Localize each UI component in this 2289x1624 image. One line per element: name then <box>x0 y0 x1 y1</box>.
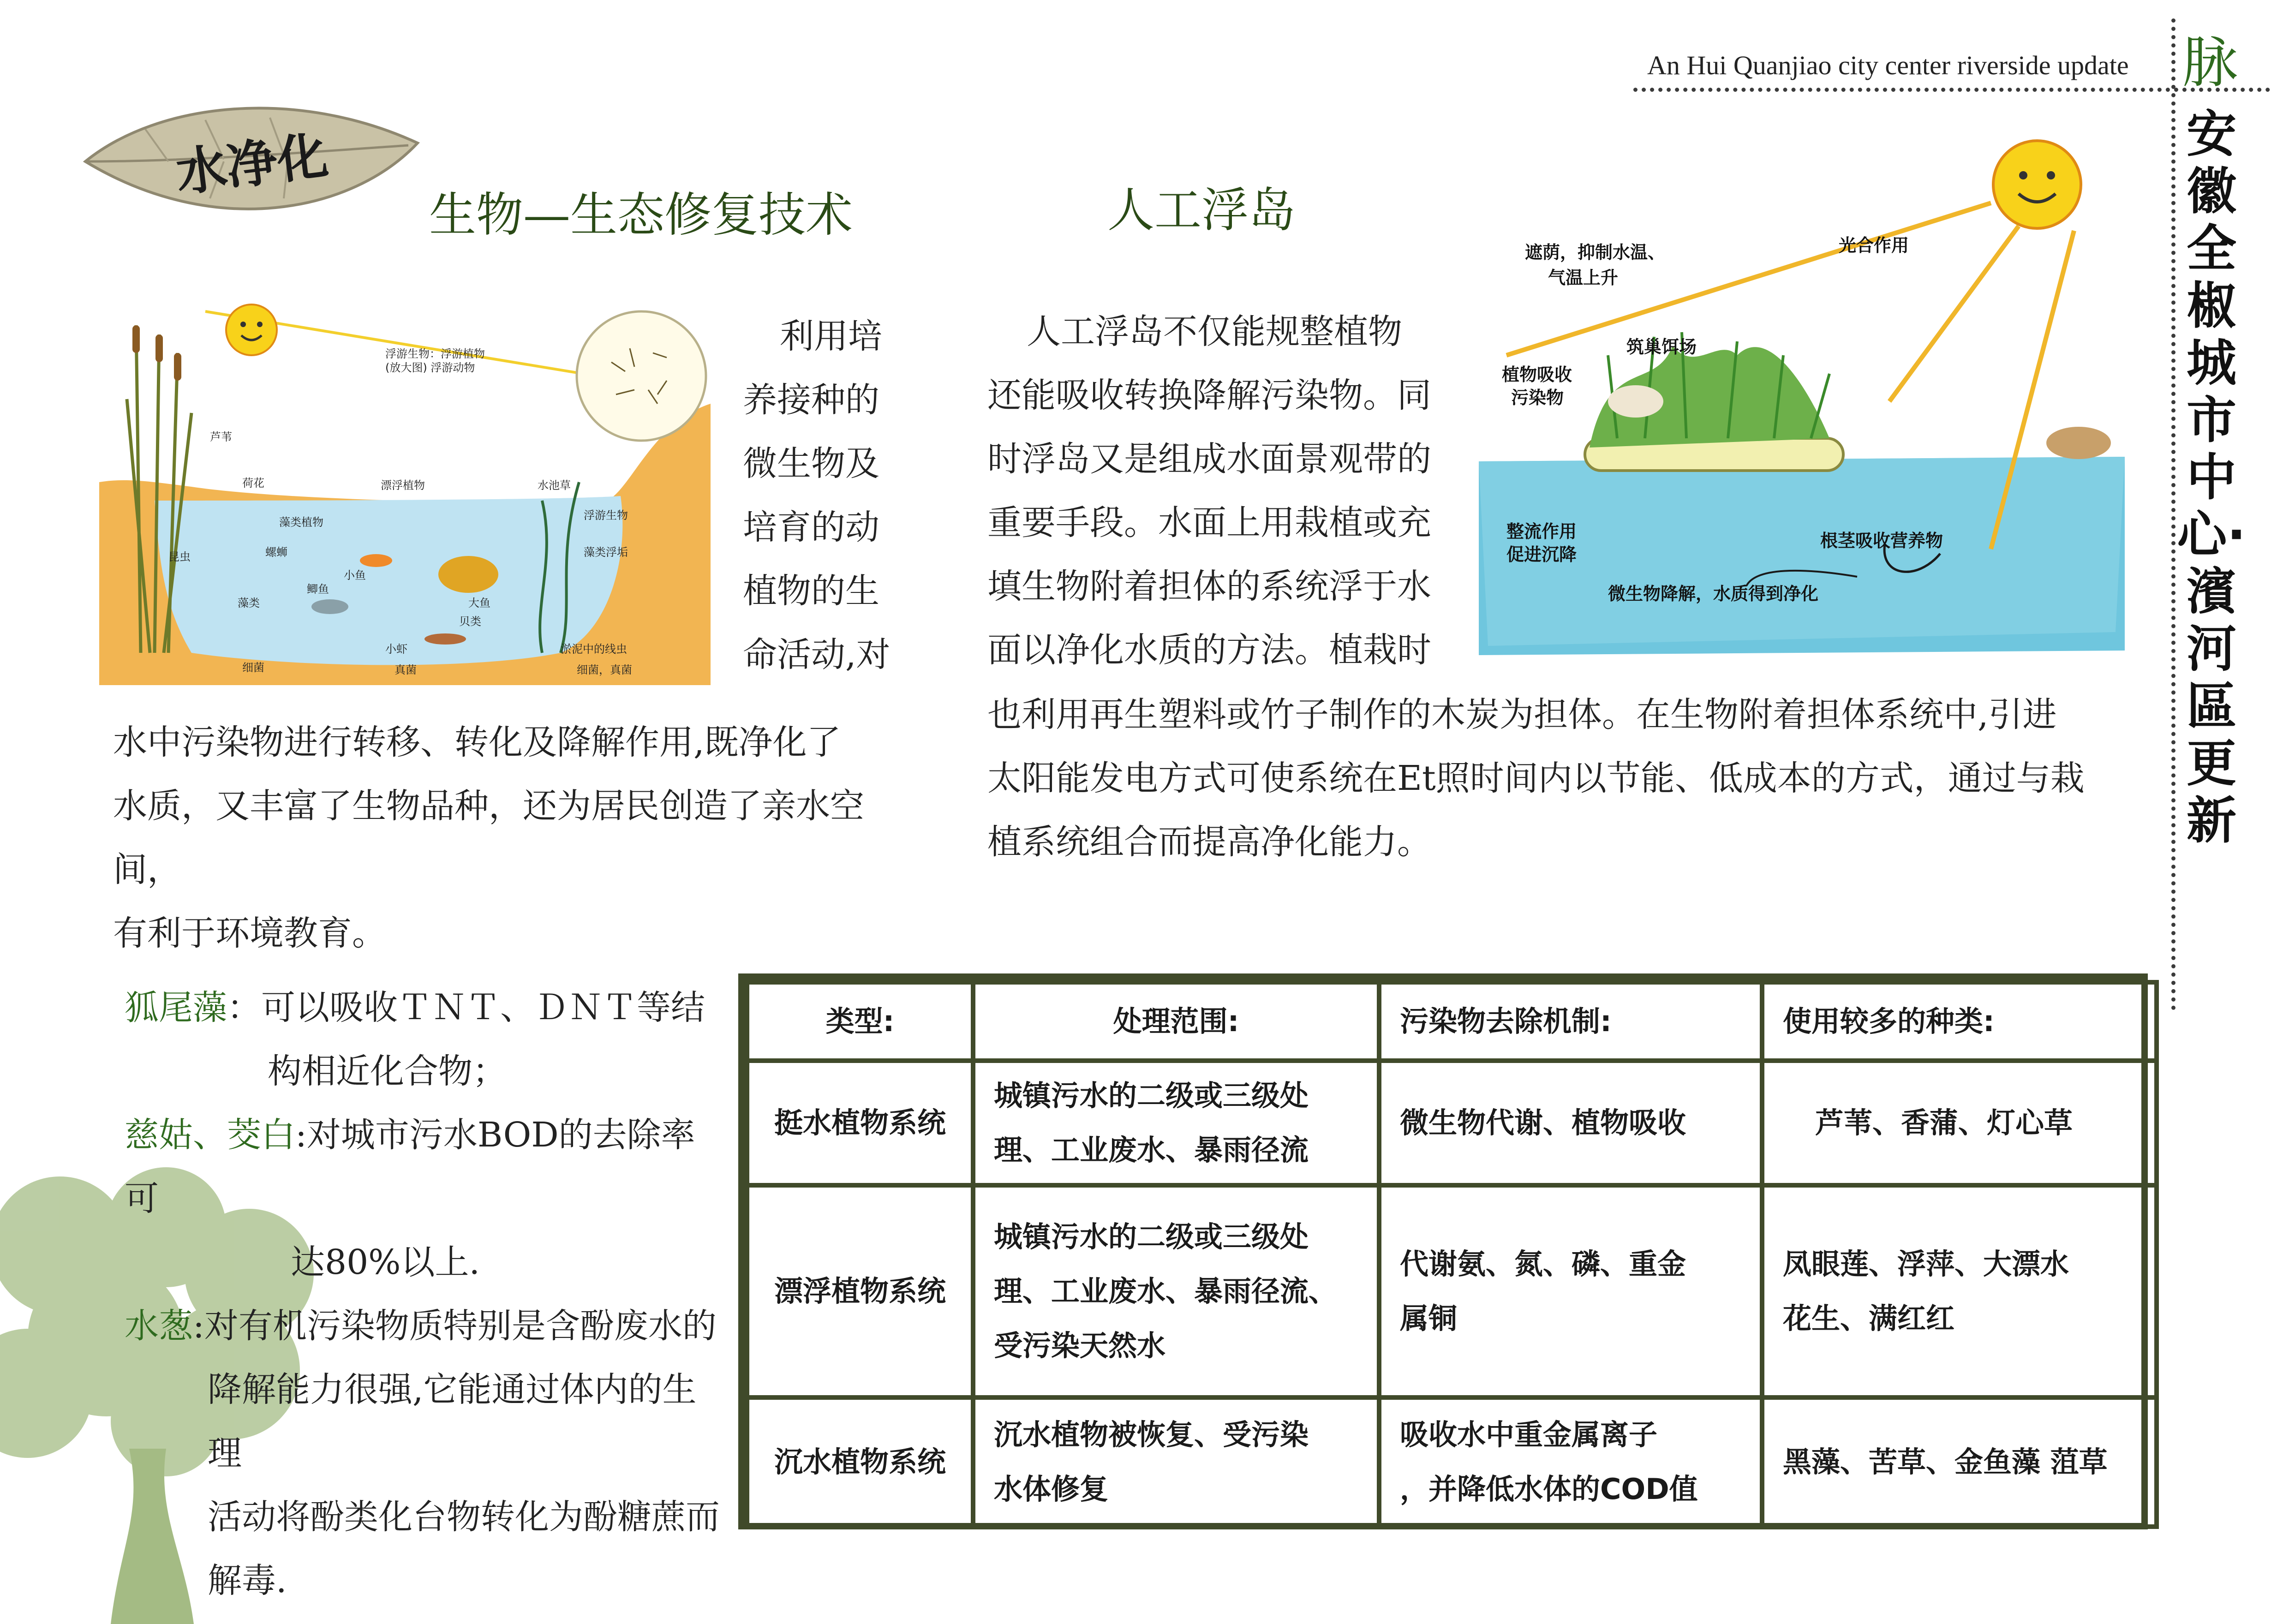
table-cell-mechanism: 微生物代谢、植物吸收 <box>1379 1061 1762 1185</box>
island-col-line: 时浮岛又是组成水面景观带的 <box>987 439 1431 479</box>
sun-icon <box>1993 141 2081 228</box>
table-row <box>747 1185 2157 1397</box>
sun-icon <box>226 304 277 355</box>
label-insect: 昆虫 <box>168 550 191 563</box>
island-col-line: 重要手段。水面上用栽植或充 <box>987 503 1431 543</box>
label-algae-plant: 藻类植物 <box>279 516 323 529</box>
side-dotted-line <box>2171 18 2175 1010</box>
bio-col-line: 微生物及 <box>743 444 879 484</box>
bio-col-line: 养接种的 <box>743 380 879 420</box>
island-line: 植系统组合而提高净化能力。 <box>987 822 1431 862</box>
island-section-title: 人工浮岛 <box>1107 183 1296 238</box>
duck <box>2046 427 2111 459</box>
table-cell-mechanism: 代谢氨、氮、磷、重金 属铜 <box>1379 1185 1762 1397</box>
table-header-row <box>747 982 2157 1061</box>
island-col-line: 还能吸收转换降解污染物。同 <box>987 376 1431 415</box>
species-desc: ：可以吸收ＴＮＴ、ＤＮＴ等结 <box>227 988 705 1027</box>
island-col-line: 人工浮岛不仅能规整植物 <box>1027 312 1402 352</box>
species-name: 狐尾藻 <box>125 988 227 1027</box>
table-header: 处理范围: <box>973 982 1379 1061</box>
species-item <box>125 976 724 1039</box>
species-desc: 达80%以上. <box>291 1242 480 1282</box>
bio-section-title: 生物—生态修复技术 <box>429 188 853 243</box>
table-header: 使用较多的种类: <box>1762 982 2157 1061</box>
label-bacteria: 细菌 <box>242 661 264 674</box>
table-header: 污染物去除机制: <box>1379 982 1762 1061</box>
table-cell-range: 沉水植物被恢复、受污染 水体修复 <box>973 1397 1379 1527</box>
label-snail: 螺蛳 <box>265 546 287 559</box>
label-magnified: (放大图) 浮游动物 <box>385 361 475 374</box>
table-cell-species: 黑藻、苦草、金鱼藻 菹草 <box>1762 1397 2157 1527</box>
bio-col-line: 培育的动 <box>743 508 879 547</box>
bio-col-line: 植物的生 <box>743 571 879 611</box>
label-mud-worm: 淤泥中的线虫 <box>561 643 627 656</box>
species-list <box>125 976 724 1612</box>
species-item <box>125 1103 724 1230</box>
side-chapter-char: 脉 <box>2182 31 2238 95</box>
table-cell-species: 芦苇、香蒲、灯心草 <box>1762 1061 2157 1185</box>
table-row <box>747 1397 2157 1527</box>
label-floating-veg: 浮游生物 <box>584 509 628 522</box>
table-header: 类型: <box>747 982 973 1061</box>
label-bacteria-fungi: 细菌，真菌 <box>577 663 632 676</box>
island-col-line: 面以净化水质的方法。植栽时 <box>987 630 1431 670</box>
bio-col-line: 命活动,对 <box>743 635 890 675</box>
label-algae-float: 藻类浮垢 <box>584 546 628 559</box>
species-desc: 活动将酚类化台物转化为酚糖蔗而 <box>208 1497 720 1537</box>
label-crucian: 鲫鱼 <box>307 583 329 596</box>
island-body-text <box>987 683 2150 874</box>
plant-system-table <box>738 973 2148 1529</box>
label-pond-grass: 水池草 <box>538 479 571 492</box>
island-line: 太阳能发电方式可使系统在Et照时间内以节能、低成本的方式，通过与栽 <box>987 758 2085 798</box>
table-cell-mechanism: 吸收水中重金属离子 ，并降低水体的COD值 <box>1379 1397 1762 1527</box>
big-fish <box>438 556 498 593</box>
island-col-line: 填生物附着担体的系统浮于水 <box>987 567 1431 606</box>
label-photosynthesis: 光合作用 <box>1839 235 1909 256</box>
label-nest: 筑巢饵场 <box>1626 337 1697 357</box>
label-reed: 芦苇 <box>210 430 232 443</box>
species-name: 水葱 <box>125 1306 193 1346</box>
bio-line: 水质，又丰富了生物品种，还为居民创造了亲水空间， <box>113 786 864 890</box>
table-cell-type: 沉水植物系统 <box>747 1397 973 1527</box>
label-root-absorb: 根茎吸收营养物 <box>1820 531 1943 551</box>
label-plankton: 浮游生物：浮游植物 <box>385 347 485 360</box>
label-big-fish: 大鱼 <box>468 597 490 609</box>
small-fish <box>360 554 392 567</box>
species-desc: :对城市污水BOD的去除率可 <box>125 1115 695 1218</box>
label-fungi: 真菌 <box>394 663 417 676</box>
label-lotus: 荷花 <box>242 477 264 490</box>
header-english-title: An Hui Quanjiao city center riverside update <box>1647 50 2129 80</box>
badge-label: 水净化 <box>173 125 331 203</box>
species-desc: 解毒. <box>208 1561 287 1600</box>
magnified-plankton-circle <box>577 311 706 441</box>
table-cell-range: 城镇污水的二级或三级处 理、工业废水、暴雨径流、 受污染天然水 <box>973 1185 1379 1397</box>
label-rectify: 整流作用 <box>1506 521 1577 542</box>
bio-column-text <box>743 304 937 687</box>
table-row <box>747 1061 2157 1185</box>
island-column-text <box>987 300 1486 682</box>
label-floating-plant: 漂浮植物 <box>381 479 425 492</box>
table-cell-type: 漂浮植物系统 <box>747 1185 973 1397</box>
label-pollutant: 污染物 <box>1511 388 1564 408</box>
label-shrimp: 小虾 <box>385 643 407 656</box>
label-plant-absorb: 植物吸收 <box>1502 364 1572 385</box>
island-line: 也利用再生塑料或竹子制作的木炭为担体。在生物附着担体系统中,引进 <box>987 695 2057 734</box>
bio-line: 有利于环境教育。 <box>113 914 386 953</box>
label-degrade: 微生物降解，水质得到净化 <box>1608 584 1819 604</box>
label-shade: 遮荫，抑制水温、 <box>1525 242 1666 263</box>
label-settle: 促进沉降 <box>1506 544 1577 565</box>
bio-col-line: 利用培 <box>780 316 882 356</box>
species-desc: 构相近化合物； <box>268 1051 507 1091</box>
bio-line: 水中污染物进行转移、转化及降解作用,既净化了 <box>113 722 841 762</box>
species-name: 慈姑、茭白 <box>125 1115 295 1155</box>
species-desc: :对有机污染物质特别是含酚废水的 <box>193 1306 717 1346</box>
label-shellfish: 贝类 <box>459 615 481 628</box>
side-vertical-title: 安徽全椒城市中心·濱河區更新 <box>2177 106 2246 850</box>
pond-ecosystem-illustration <box>99 284 711 685</box>
label-small-fish: 小鱼 <box>344 569 366 582</box>
species-item <box>125 1294 724 1358</box>
heron <box>1608 385 1663 418</box>
bio-body-text <box>113 710 920 965</box>
table-cell-type: 挺水植物系统 <box>747 1061 973 1185</box>
table-cell-species: 凤眼莲、浮萍、大漂水 花生、满红红 <box>1762 1185 2157 1397</box>
species-desc: 降解能力很强,它能通过体内的生理 <box>208 1370 697 1473</box>
label-algae: 藻类 <box>238 597 260 609</box>
shrimp <box>424 633 466 645</box>
table-cell-range: 城镇污水的二级或三级处 理、工业废水、暴雨径流 <box>973 1061 1379 1185</box>
label-shade-2: 气温上升 <box>1548 268 1619 288</box>
floating-island-illustration <box>1479 115 2125 655</box>
crucian-fish <box>311 599 348 614</box>
